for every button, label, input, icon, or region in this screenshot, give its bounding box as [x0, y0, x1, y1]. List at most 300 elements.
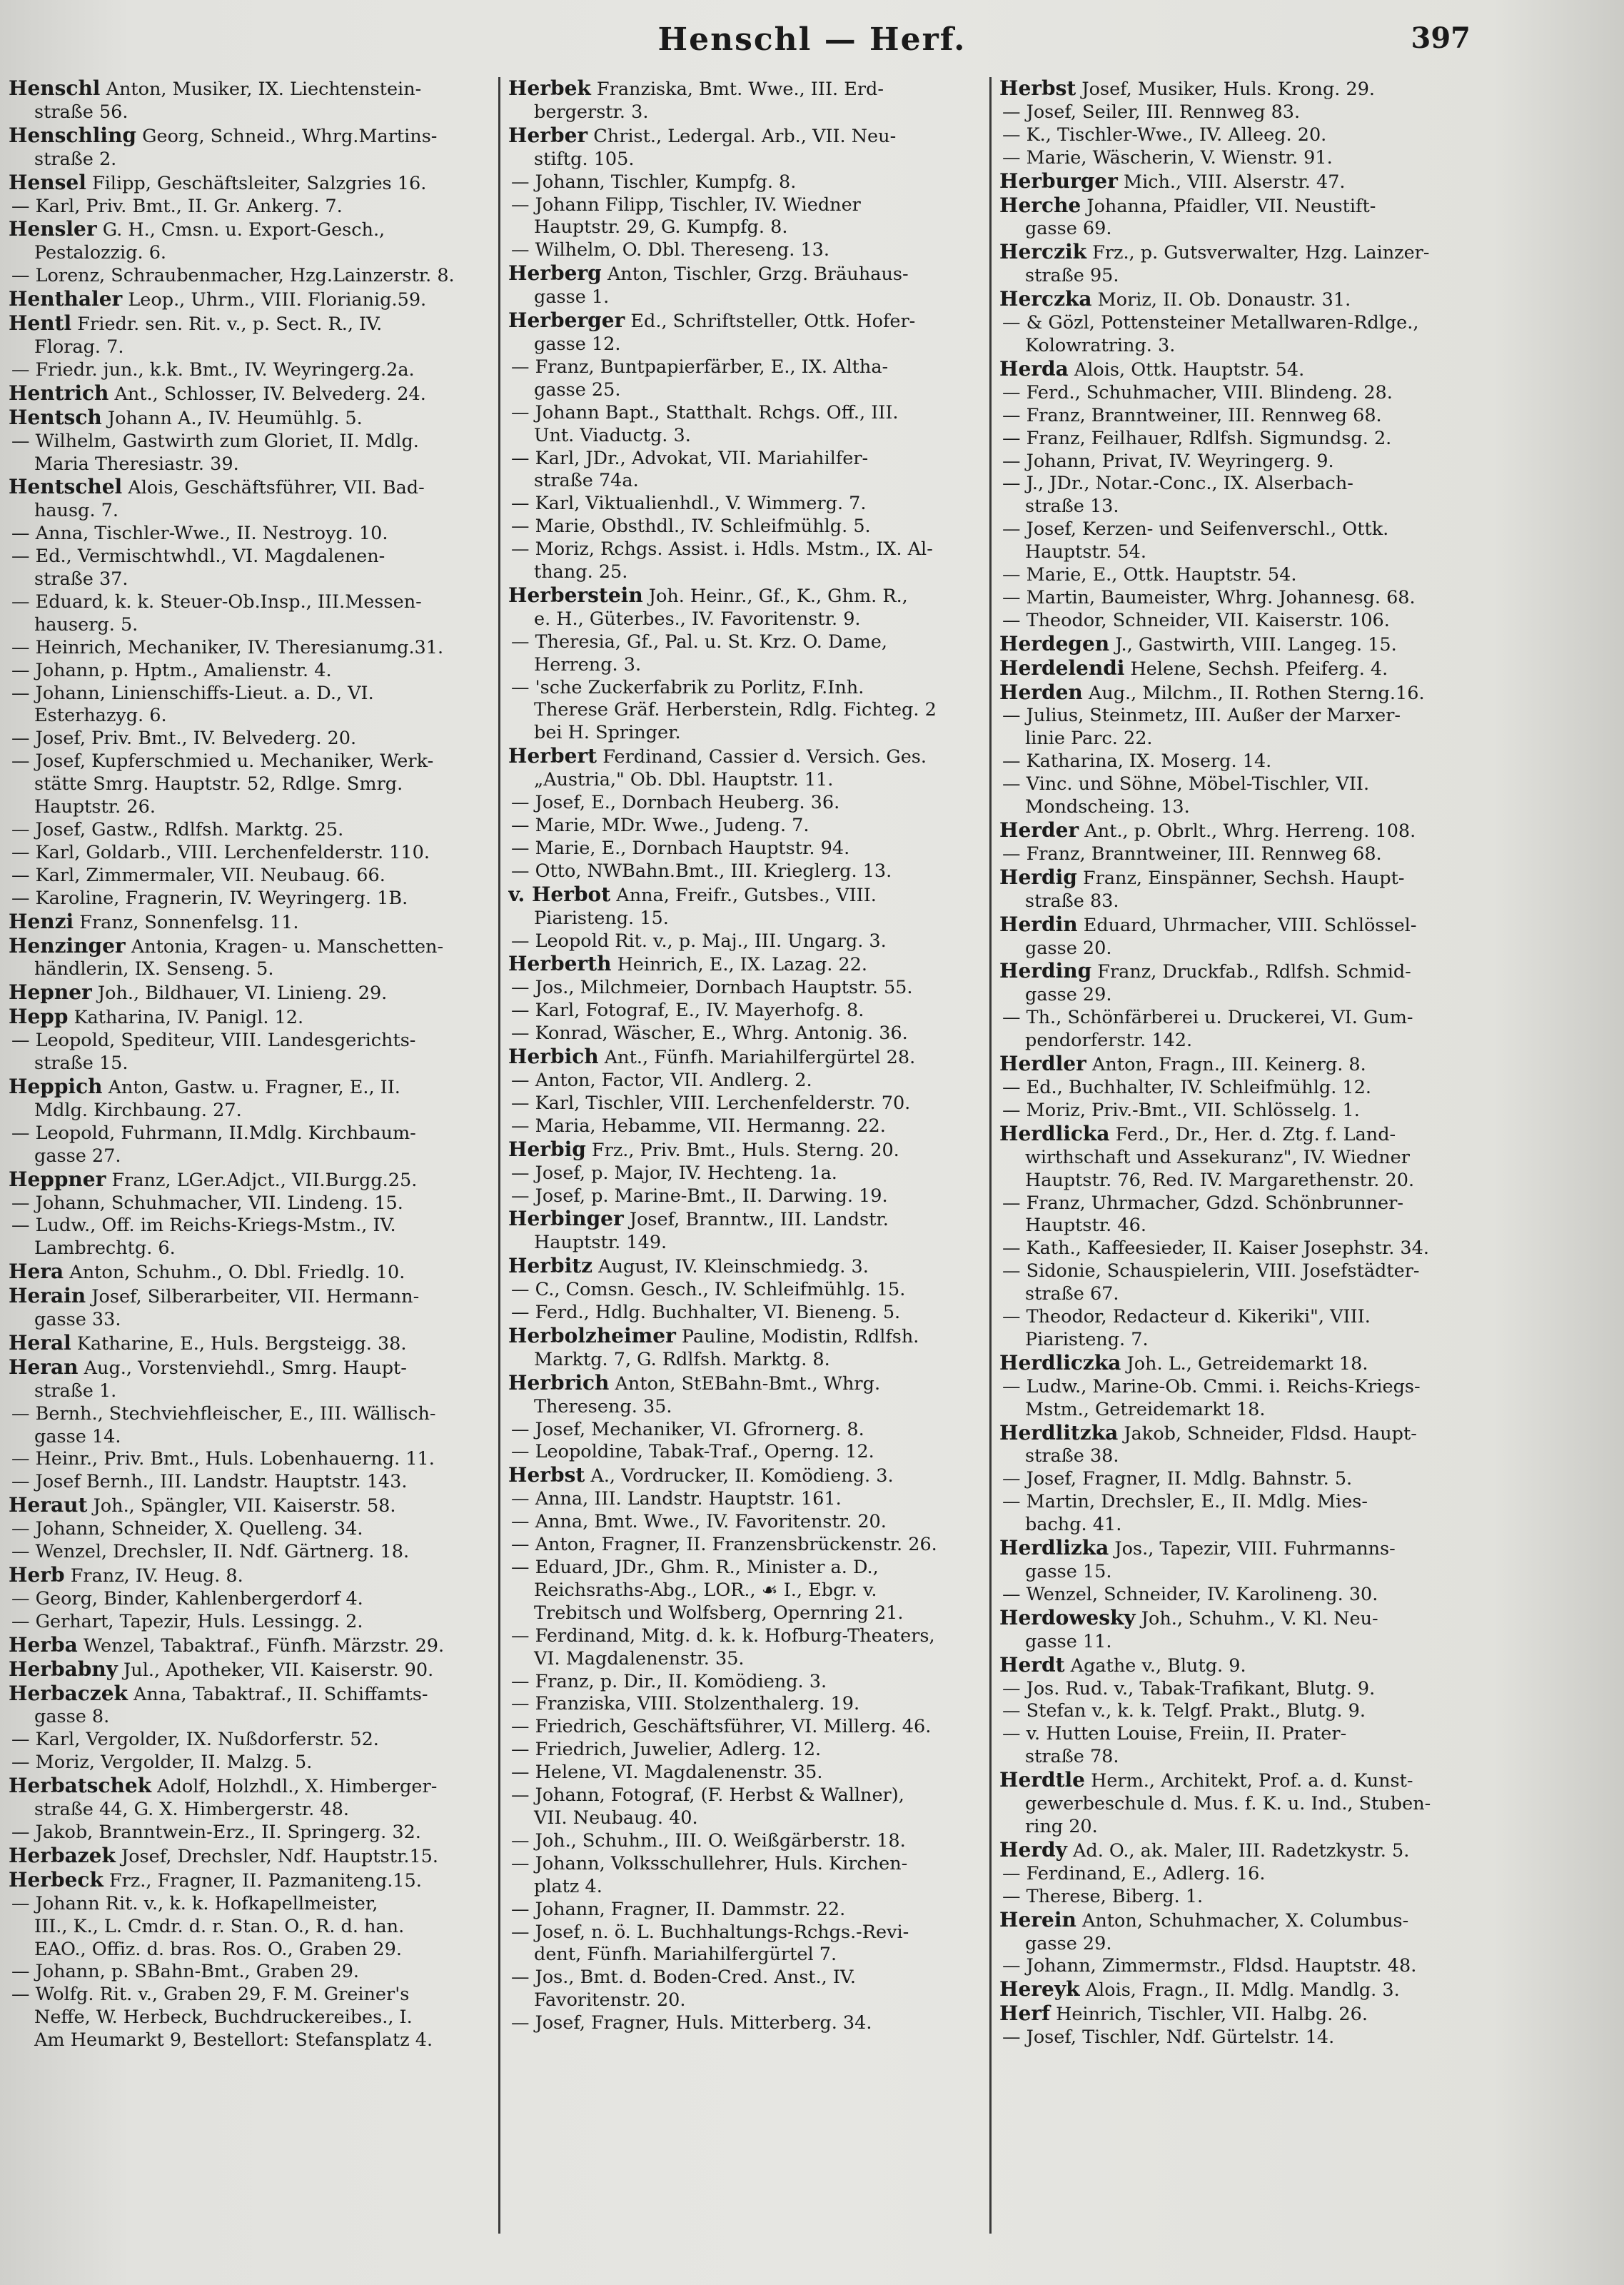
- entry-text: Helene, Sechsh. Pfeiferg. 4.: [1124, 658, 1388, 680]
- directory-entry-line: [508, 1922, 974, 1944]
- ditto-dash: —: [1002, 1723, 1027, 1745]
- entry-text: Agathe v., Blutg. 9.: [1064, 1654, 1246, 1677]
- directory-entry-line: [508, 722, 974, 745]
- entry-text: gasse 11.: [1025, 1630, 1112, 1652]
- directory-entry-line: [508, 1693, 974, 1716]
- entry-text: Ludw., Marine-Ob. Cmmi. i. Reichs-Kriegs-: [1026, 1375, 1421, 1397]
- directory-entry-line: [999, 1468, 1465, 1491]
- entry-text: Heinrich, Mechaniker, IV. Theresianumg.31.: [35, 636, 444, 658]
- directory-entry-line: [508, 1580, 974, 1602]
- directory-entry-line: [999, 1123, 1465, 1147]
- surname-heading: Herdin: [999, 913, 1078, 936]
- entry-text: Leopoldine, Tabak-Traf., Operng. 12.: [535, 1441, 874, 1463]
- ditto-dash: —: [11, 1402, 36, 1425]
- directory-entry-line: [508, 239, 974, 262]
- ditto-dash: —: [511, 1624, 535, 1647]
- surname-heading: Herf: [999, 2002, 1051, 2026]
- entry-text: August, IV. Kleinschmiedg. 3.: [592, 1256, 869, 1278]
- entry-text: Friedrich, Geschäftsführer, VI. Millerg. 46.: [535, 1716, 932, 1738]
- entry-text: Johann, p. Hptm., Amalienstr. 4.: [35, 659, 332, 681]
- directory-entry-line: [9, 1356, 474, 1380]
- ditto-dash: —: [11, 636, 36, 658]
- directory-entry-line: [9, 1564, 474, 1588]
- directory-entry-line: [999, 382, 1465, 405]
- ditto-dash: —: [511, 1418, 535, 1440]
- directory-entry-line: [999, 1192, 1465, 1215]
- ditto-dash: —: [11, 728, 36, 750]
- directory-entry-line: [999, 541, 1465, 564]
- entry-text: thang. 25.: [534, 561, 628, 583]
- directory-entry-line: [9, 728, 474, 750]
- directory-entry-line: [999, 1607, 1465, 1631]
- entry-text: Ferdinand, Cassier d. Versich. Ges.: [597, 746, 927, 768]
- directory-entry-line: [999, 1399, 1465, 1422]
- entry-text: Josef Bernh., III. Landstr. Hauptstr. 143.: [35, 1471, 408, 1493]
- directory-entry-line: [9, 773, 474, 796]
- ditto-dash: —: [1002, 450, 1027, 472]
- ditto-dash: —: [511, 1670, 535, 1692]
- directory-entry-line: [999, 1007, 1465, 1030]
- directory-entry-line: [508, 1279, 974, 1302]
- directory-entry-line: [508, 1070, 974, 1093]
- page-header: [0, 21, 1624, 64]
- entry-text: Anton, Schuhm., O. Dbl. Friedlg. 10.: [64, 1262, 405, 1284]
- surname-heading: Henzi: [9, 910, 74, 933]
- directory-entry-line: [508, 677, 974, 700]
- ditto-dash: —: [11, 887, 36, 909]
- directory-entry-line: [999, 1053, 1465, 1077]
- ditto-dash: —: [11, 1192, 36, 1214]
- ditto-dash: —: [511, 194, 535, 216]
- directory-entry-line: [508, 1807, 974, 1830]
- ditto-dash: —: [511, 1762, 535, 1784]
- directory-entry-line: [999, 773, 1465, 796]
- surname-heading: Herdlizka: [999, 1537, 1109, 1560]
- directory-entry-line: [508, 1045, 974, 1070]
- ditto-dash: —: [511, 631, 535, 653]
- directory-entry-line: [508, 815, 974, 838]
- directory-entry-line: [508, 699, 974, 722]
- ditto-dash: —: [1002, 586, 1027, 608]
- entry-text: Lorenz, Schraubenmacher, Hzg.Lainzerstr. 8.: [35, 265, 455, 287]
- entry-text: Wilhelm, O. Dbl. Thereseng. 13.: [535, 239, 829, 261]
- entry-text: Heinrich, Tischler, VII. Halbg. 26.: [1050, 2004, 1368, 2026]
- entry-text: Johann Filipp, Tischler, IV. Wiedner: [535, 194, 861, 216]
- entry-text: Josef, Kupferschmied u. Mechaniker, Werk-: [35, 750, 434, 773]
- surname-heading: Herdliczka: [999, 1351, 1121, 1375]
- entry-text: Marie, E., Dornbach Hauptstr. 94.: [535, 837, 850, 859]
- entry-text: Ad. O., ak. Maler, III. Radetzkystr. 5.: [1066, 1839, 1410, 1862]
- directory-entry-line: [999, 1678, 1465, 1701]
- directory-entry-line: [999, 1376, 1465, 1399]
- entry-text: Franz, Druckfab., Rdlfsh. Schmid-: [1091, 961, 1411, 983]
- ditto-dash: —: [11, 1752, 36, 1774]
- directory-entry-line: [999, 1816, 1465, 1839]
- directory-entry-line: [999, 124, 1465, 147]
- directory-entry-line: [508, 1671, 974, 1694]
- entry-text: Anton, StEBahn-Bmt., Whrg.: [609, 1372, 881, 1395]
- ditto-dash: —: [11, 1610, 36, 1632]
- directory-entry-line: [999, 938, 1465, 960]
- surname-heading: Herdt: [999, 1653, 1065, 1677]
- ditto-dash: —: [1002, 381, 1027, 403]
- directory-entry-line: [508, 584, 974, 608]
- directory-entry-line: [999, 335, 1465, 358]
- entry-text: straße 95.: [1025, 265, 1119, 287]
- entry-text: Martin, Drechsler, E., II. Mdlg. Mies-: [1026, 1491, 1368, 1513]
- entry-text: Theodor, Redacteur d. Kikeriki", VIII.: [1026, 1306, 1371, 1328]
- entry-text: Herm., Architekt, Prof. a. d. Kunst-: [1084, 1770, 1413, 1792]
- entry-text: Moriz, Vergolder, II. Malzg. 5.: [35, 1752, 313, 1774]
- directory-entry-line: [999, 1839, 1465, 1863]
- ditto-dash: —: [1002, 1260, 1027, 1282]
- ditto-dash: —: [511, 1829, 535, 1852]
- surname-heading: Herberg: [508, 262, 602, 286]
- entry-text: straße 13.: [1025, 496, 1119, 518]
- directory-entry-line: [999, 633, 1465, 657]
- directory-entry-line: [9, 660, 474, 683]
- entry-text: Moriz, Priv.-Bmt., VII. Schlösselg. 1.: [1026, 1099, 1360, 1121]
- ditto-dash: —: [11, 864, 36, 886]
- entry-text: Neffe, W. Herbeck, Buchdruckereibes., I.: [34, 2007, 413, 2029]
- entry-text: Joh. Heinr., Gf., K., Ghm. R.,: [642, 585, 908, 607]
- entry-text: Karl, JDr., Advokat, VII. Mariahilfer-: [535, 447, 869, 469]
- entry-text: Johann A., IV. Heumühlg. 5.: [101, 407, 363, 429]
- entry-text: Pauline, Modistin, Rdlfsh.: [675, 1325, 919, 1347]
- entry-text: Karl, Viktualienhdl., V. Wimmerg. 7.: [535, 493, 867, 515]
- entry-text: „Austria," Ob. Dbl. Hauptstr. 11.: [534, 769, 834, 791]
- directory-entry-line: [999, 1793, 1465, 1816]
- entry-text: Heinrich, E., IX. Lazag. 22.: [611, 954, 867, 976]
- ditto-dash: —: [11, 1471, 36, 1493]
- entry-text: Vinc. und Söhne, Möbel-Tischler, VII.: [1026, 773, 1370, 795]
- surname-heading: Herbst: [999, 77, 1076, 100]
- ditto-dash: —: [511, 1023, 535, 1045]
- entry-text: & Gözl, Pottensteiner Metallwaren-Rdlge.,: [1026, 312, 1419, 334]
- entry-text: Adolf, Holzhdl., X. Himberger-: [151, 1776, 438, 1798]
- entry-text: Leopold Rit. v., p. Maj., III. Ungarg. 3.: [535, 930, 887, 952]
- surname-heading: Herdtle: [999, 1769, 1085, 1792]
- entry-text: Franz, p. Dir., II. Komödieng. 3.: [535, 1670, 827, 1692]
- surname-heading: Herbaczek: [9, 1682, 128, 1705]
- directory-entry-line: [999, 681, 1465, 705]
- directory-entry-line: [508, 608, 974, 631]
- ditto-dash: —: [11, 1122, 36, 1144]
- entry-text: G. H., Cmsn. u. Export-Gesch.,: [96, 219, 385, 241]
- directory-entry-line: [999, 564, 1465, 587]
- surname-heading: Herdelendi: [999, 656, 1125, 680]
- entry-text: Josef, Mechaniker, VI. Gfrornerg. 8.: [535, 1418, 864, 1440]
- entry-text: Anna, Bmt. Wwe., IV. Favoritenstr. 20.: [535, 1511, 887, 1533]
- directory-entry-line: [999, 2002, 1465, 2027]
- directory-entry-line: [9, 1518, 474, 1541]
- entry-text: Ferd., Dr., Her. d. Ztg. f. Land-: [1109, 1123, 1396, 1145]
- directory-entry-line: [508, 860, 974, 883]
- directory-entry-line: [999, 1769, 1465, 1793]
- entry-text: Ferdinand, Mitg. d. k. k. Hofburg-Theaters,: [535, 1624, 935, 1647]
- entry-text: Joh. L., Getreidemarkt 18.: [1121, 1352, 1368, 1375]
- directory-entry-line: [508, 402, 974, 425]
- surname-heading: Hensler: [9, 218, 97, 241]
- directory-entry-line: [9, 1844, 474, 1869]
- directory-entry-line: [508, 1762, 974, 1784]
- directory-entry-line: [508, 425, 974, 448]
- entry-text: Joh., Spängler, VII. Kaiserstr. 58.: [87, 1495, 396, 1517]
- entry-text: Johann, Privat, IV. Weyringerg. 9.: [1026, 450, 1334, 472]
- directory-entry-line: [9, 359, 474, 382]
- surname-heading: Henthaler: [9, 288, 123, 311]
- entry-text: Therese Gräf. Herberstein, Rdlg. Fichteg. 2: [534, 699, 937, 721]
- directory-entry-line: [508, 1419, 974, 1442]
- directory-entry-line: [999, 241, 1465, 265]
- directory-entry-line: [999, 312, 1465, 335]
- ditto-dash: —: [511, 1921, 535, 1943]
- surname-heading: Herbolzheimer: [508, 1324, 676, 1347]
- directory-entry-line: [999, 218, 1465, 241]
- entry-text: Jos., Milchmeier, Dornbach Hauptstr. 55.: [535, 977, 913, 999]
- entry-text: Anton, Tischler, Grzg. Bräuhaus-: [601, 263, 909, 286]
- surname-heading: Herbatschek: [9, 1774, 152, 1798]
- directory-entry-line: [508, 77, 974, 101]
- entry-text: straße 67.: [1025, 1283, 1119, 1305]
- ditto-dash: —: [1002, 101, 1027, 123]
- surname-heading: Hereyk: [999, 1978, 1080, 2002]
- directory-entry-line: [508, 1648, 974, 1671]
- directory-entry-line: [508, 516, 974, 538]
- surname-heading: Herda: [999, 357, 1069, 381]
- directory-entry-line: [508, 1716, 974, 1739]
- entry-text: Jul., Apotheker, VII. Kaiserstr. 90.: [117, 1659, 434, 1681]
- entry-text: Franziska, VIII. Stolzenthalerg. 19.: [535, 1693, 860, 1715]
- directory-entry-line: [9, 546, 474, 568]
- entry-text: Friedr. jun., k.k. Bmt., IV. Weyringerg.2a.: [35, 358, 415, 381]
- ditto-dash: —: [1002, 1583, 1027, 1605]
- ditto-dash: —: [511, 1488, 535, 1510]
- entry-text: VI. Magdalenenstr. 35.: [534, 1647, 745, 1669]
- directory-entry-line: [999, 610, 1465, 633]
- directory-entry-line: [999, 1537, 1465, 1561]
- directory-entry-line: [508, 216, 974, 239]
- directory-entry-line: [9, 568, 474, 591]
- directory-entry-line: [999, 147, 1465, 170]
- entry-text: Hauptstr. 26.: [34, 796, 156, 818]
- entry-text: Josef, Drechsler, Ndf. Hauptstr.15.: [115, 1845, 439, 1867]
- ditto-dash: —: [1002, 518, 1027, 541]
- directory-entry-line: [999, 1100, 1465, 1123]
- directory-entry-line: [508, 1232, 974, 1255]
- directory-entry-line: [508, 631, 974, 654]
- entry-text: Georg, Binder, Kahlenbergerdorf 4.: [35, 1587, 363, 1609]
- entry-text: Konrad, Wäscher, E., Whrg. Antonig. 36.: [535, 1023, 908, 1045]
- directory-entry-line: [508, 1162, 974, 1185]
- ditto-dash: —: [511, 1185, 535, 1207]
- directory-entry-line: [508, 333, 974, 356]
- ditto-dash: —: [1002, 1955, 1027, 1977]
- entry-text: Joh., Schuhm., III. O. Weißgärberstr. 18.: [535, 1829, 906, 1852]
- directory-entry-line: [999, 1306, 1465, 1329]
- entry-text: Hauptstr. 46.: [1025, 1215, 1146, 1237]
- entry-text: Johann, Fotograf, (F. Herbst & Wallner),: [535, 1784, 904, 1807]
- surname-heading: Herder: [999, 819, 1079, 842]
- surname-heading: Hentl: [9, 312, 72, 336]
- entry-text: gasse 14.: [34, 1425, 121, 1447]
- entry-text: Josef, E., Dornbach Heuberg. 36.: [535, 792, 840, 814]
- surname-heading: Herbert: [508, 745, 597, 768]
- surname-heading: Herdig: [999, 865, 1077, 889]
- directory-entry-line: [508, 309, 974, 333]
- directory-entry-line: [508, 1625, 974, 1648]
- surname-heading: Herbabny: [9, 1657, 118, 1681]
- directory-entry-line: [9, 614, 474, 637]
- directory-entry-line: [9, 77, 474, 101]
- directory-entry-line: [9, 218, 474, 242]
- ditto-dash: —: [511, 1784, 535, 1807]
- ditto-dash: —: [11, 682, 36, 704]
- entry-text: Friedr. sen. Rit. v., p. Sect. R., IV.: [71, 313, 383, 336]
- entry-text: Mondscheing. 13.: [1025, 796, 1190, 818]
- entry-text: Johann, Zimmermstr., Fldsd. Hauptstr. 48.: [1026, 1955, 1417, 1977]
- directory-entry-line: [999, 843, 1465, 866]
- directory-entry-line: [999, 1445, 1465, 1468]
- ditto-dash: —: [11, 1729, 36, 1751]
- entry-text: Maria, Hebamme, VII. Hermanng. 22.: [535, 1115, 886, 1137]
- entry-text: Franz, Einspänner, Sechsh. Haupt-: [1076, 867, 1405, 889]
- entry-text: Mich., VIII. Alserstr. 47.: [1117, 171, 1346, 193]
- entry-text: Ferd., Schuhmacher, VIII. Blindeng. 28.: [1026, 381, 1393, 403]
- entry-text: J., JDr., Notar.-Conc., IX. Alserbach-: [1026, 473, 1353, 495]
- ditto-dash: —: [511, 516, 535, 538]
- ditto-dash: —: [511, 2012, 535, 2034]
- ditto-dash: —: [1002, 1700, 1027, 1722]
- directory-entry-line: [508, 1534, 974, 1557]
- directory-entry-line: [9, 171, 474, 196]
- ditto-dash: —: [511, 676, 535, 698]
- directory-entry-line: [508, 561, 974, 584]
- ditto-dash: —: [511, 1441, 535, 1463]
- entry-text: K., Tischler-Wwe., IV. Alleeg. 20.: [1026, 124, 1327, 146]
- directory-entry-line: [508, 1967, 974, 1989]
- ditto-dash: —: [1002, 1677, 1027, 1699]
- entry-text: Leop., Uhrm., VIII. Florianig.59.: [122, 289, 427, 311]
- surname-heading: Henschling: [9, 124, 137, 147]
- entry-text: Th., Schönfärberei u. Druckerei, VI. Gum-: [1026, 1007, 1413, 1029]
- entry-text: Anna, Tischler-Wwe., II. Nestroyg. 10.: [35, 523, 388, 545]
- entry-text: Anton, Factor, VII. Andlerg. 2.: [535, 1069, 812, 1091]
- directory-entry-line: [999, 77, 1465, 101]
- entry-text: Johann, Linienschiffs-Lieut. a. D., VI.: [35, 682, 374, 704]
- entry-text: Eduard, k. k. Steuer-Ob.Insp., III.Messen-: [35, 591, 422, 613]
- directory-entry-line: [999, 1147, 1465, 1170]
- entry-text: Johann Rit. v., k. k. Hofkapellmeister,: [35, 1892, 378, 1914]
- directory-entry-line: [508, 769, 974, 792]
- column-rule: [498, 77, 500, 2234]
- entry-text: gewerbeschule d. Mus. f. K. u. Ind., Stuben-: [1025, 1793, 1431, 1815]
- entry-text: Josef, Musiker, Huls. Krong. 29.: [1076, 79, 1376, 100]
- entry-text: straße 2.: [34, 148, 117, 170]
- directory-entry-line: [9, 1237, 474, 1260]
- column-3: [999, 77, 1465, 2248]
- directory-entry-line: [9, 1448, 474, 1471]
- surname-heading: Herdler: [999, 1053, 1086, 1076]
- directory-entry-line: [9, 1961, 474, 1984]
- entry-text: Josef, Seiler, III. Rennweg 83.: [1026, 101, 1301, 123]
- entry-text: Franz, LGer.Adjct., VII.Burgg.25.: [106, 1169, 418, 1191]
- directory-entry-line: [508, 2012, 974, 2035]
- entry-text: Marie, Wäscherin, V. Wienstr. 91.: [1026, 146, 1333, 169]
- ditto-dash: —: [11, 358, 36, 381]
- directory-entry-line: [9, 591, 474, 614]
- ditto-dash: —: [511, 1000, 535, 1022]
- directory-entry-line: [508, 1944, 974, 1967]
- surname-heading: Hepp: [9, 1005, 69, 1029]
- ditto-dash: —: [511, 1511, 535, 1533]
- entry-text: gasse 33.: [34, 1309, 121, 1331]
- surname-heading: Herburger: [999, 169, 1118, 193]
- entry-text: Wilhelm, Gastwirth zum Gloriet, II. Mdlg.: [35, 430, 419, 452]
- directory-entry-line: [508, 838, 974, 860]
- directory-entry-line: [508, 1441, 974, 1464]
- directory-entry-line: [9, 2007, 474, 2029]
- directory-entry-line: [999, 1422, 1465, 1446]
- directory-entry-line: [999, 587, 1465, 610]
- directory-entry-line: [999, 1654, 1465, 1678]
- entry-text: Josef, Gastw., Rdlfsh. Marktg. 25.: [35, 819, 344, 840]
- entry-text: händlerin, IX. Senseng. 5.: [34, 958, 274, 980]
- entry-text: Karl, Fotograf, E., IV. Mayerhofg. 8.: [535, 1000, 864, 1022]
- ditto-dash: —: [1002, 609, 1027, 631]
- directory-entry-line: [9, 265, 474, 288]
- directory-entry-line: [9, 453, 474, 476]
- directory-entry-line: [9, 1471, 474, 1494]
- directory-entry-line: [9, 1706, 474, 1729]
- surname-heading: Herbeck: [9, 1868, 104, 1892]
- directory-entry-line: [999, 358, 1465, 382]
- entry-text: Frz., p. Gutsverwalter, Hzg. Lainzer-: [1086, 242, 1430, 264]
- entry-text: Anton, Fragner, II. Franzensbrückenstr. 26.: [535, 1534, 937, 1556]
- directory-entry-line: [999, 1491, 1465, 1514]
- entry-text: Franz, Branntweiner, III. Rennweg 68.: [1026, 404, 1382, 426]
- directory-entry-line: [9, 124, 474, 149]
- ditto-dash: —: [11, 591, 36, 613]
- directory-entry-line: [508, 1207, 974, 1232]
- entry-text: Theresia, Gf., Pal. u. St. Krz. O. Dame,: [535, 631, 887, 653]
- entry-text: straße 74a.: [534, 470, 639, 492]
- ditto-dash: —: [511, 1898, 535, 1920]
- directory-entry-line: [9, 1984, 474, 2007]
- surname-heading: Heraut: [9, 1494, 88, 1517]
- surname-heading: Herbrich: [508, 1371, 610, 1395]
- ditto-dash: —: [1002, 1306, 1027, 1328]
- entry-text: Lambrechtg. 6.: [34, 1237, 176, 1260]
- directory-entry-line: [508, 1488, 974, 1511]
- entry-text: Johann, p. SBahn-Bmt., Graben 29.: [35, 1961, 360, 1983]
- directory-entry-line: [508, 124, 974, 149]
- directory-entry-line: [508, 1325, 974, 1349]
- entry-text: platz 4.: [534, 1875, 602, 1897]
- ditto-dash: —: [1002, 312, 1027, 334]
- directory-entry-line: [999, 1561, 1465, 1584]
- page-number: 397: [1411, 21, 1471, 55]
- entry-text: Hauptstr. 29, G. Kumpfg. 8.: [534, 216, 788, 238]
- entry-text: Anna, Tabaktraf., II. Schiffamts-: [127, 1683, 428, 1705]
- surname-heading: Henzinger: [9, 934, 126, 958]
- entry-text: Herreng. 3.: [534, 653, 642, 676]
- surname-heading: v. Herbot: [508, 883, 611, 906]
- directory-entry-line: [999, 1283, 1465, 1306]
- directory-entry-line: [508, 908, 974, 930]
- directory-entry-line: [9, 705, 474, 728]
- directory-entry-line: [999, 796, 1465, 819]
